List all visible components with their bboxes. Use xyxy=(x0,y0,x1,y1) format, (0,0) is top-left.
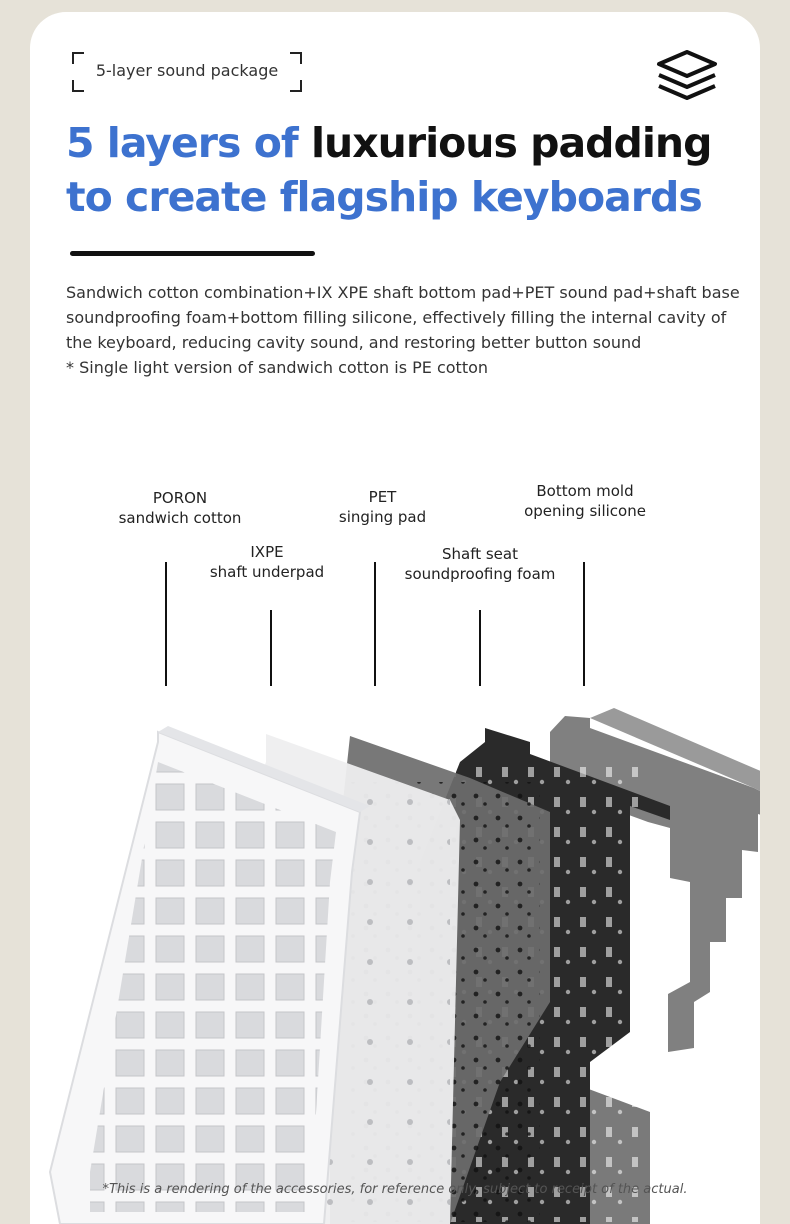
keyboard-layers-illustration xyxy=(30,702,760,1224)
description-line: Sandwich cotton combination+IX XPE shaft bottom pad+PET sound pad+shaft base xyxy=(66,283,740,302)
divider xyxy=(70,251,315,256)
headline-accent-1: 5 layers of xyxy=(66,119,311,167)
footnote: *This is a rendering of the accessories, for reference only, subject to receipt of the actual. xyxy=(102,1182,688,1197)
description xyxy=(66,280,756,380)
description-line: the keyboard, reducing cavity sound, and restoring better button sound xyxy=(66,333,642,352)
layer-label-pet: PET singing pad xyxy=(338,488,427,526)
headline-accent-2: to create flagship keyboards xyxy=(66,173,702,221)
layer-label-ixpe: IXPE shaft underpad xyxy=(209,543,325,581)
section-tag xyxy=(72,52,302,92)
poron-layer xyxy=(50,726,370,1224)
section-tag-label: 5-layer sound package xyxy=(95,61,279,80)
layer-label-poron: PORON sandwich cotton xyxy=(118,489,242,527)
layer-label-bottom-mold: Bottom mold opening silicone xyxy=(524,482,646,520)
layer-label-shaft-seat: Shaft seat soundproofing foam xyxy=(404,545,556,583)
content-card xyxy=(30,12,760,1224)
layers-icon xyxy=(655,48,719,102)
leader-line xyxy=(374,562,376,686)
description-line: soundproofing foam+bottom filling silicone, effectively filling the internal cavity of xyxy=(66,308,727,327)
description-note: * Single light version of sandwich cotton is PE cotton xyxy=(66,358,489,377)
leader-line xyxy=(270,610,272,686)
headline xyxy=(66,116,746,224)
leader-line xyxy=(583,562,585,686)
leader-line xyxy=(479,610,481,686)
headline-dark: luxurious padding xyxy=(310,119,712,167)
leader-line xyxy=(165,562,167,686)
